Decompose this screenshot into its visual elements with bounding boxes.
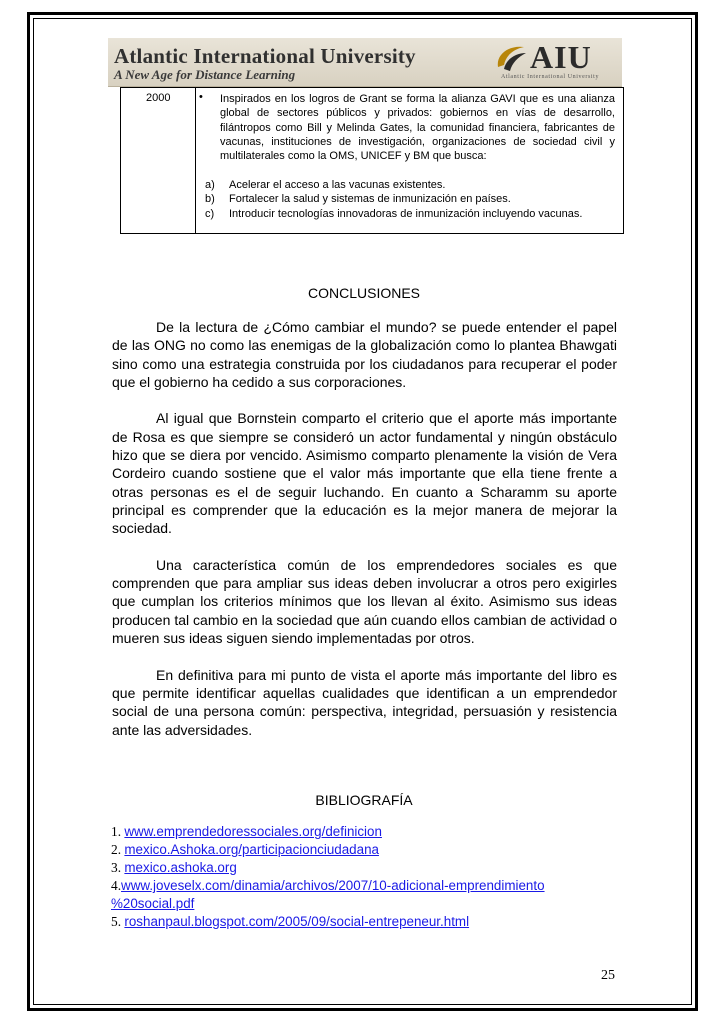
conclusion-paragraph: Al igual que Bornstein comparto el criterio que el aporte más importante de Rosa es que siempre se consideró un actor fundamental y ningún obstáculo hizo que se diera por vencido. Asimismo comparto plenamente la visión de Vera Cordeiro cuando sostiene que el valor más importante que ella tiene frente a otras personas es el de seguir luchando. En cuanto a Scharamm su aporte principal es comprender que la educación es la mejor manera de mejorar la sociedad. (112, 410, 617, 537)
aiu-logo (486, 41, 614, 83)
bibliography-link[interactable]: mexico.ashoka.org (124, 860, 237, 875)
list-item-letter: a) (205, 179, 215, 191)
conclusions-body (112, 318, 617, 757)
bibliography-entry (111, 913, 631, 931)
bibliography-link[interactable]: %20social.pdf (111, 896, 195, 911)
list-item-text: Fortalecer la salud y sistemas de inmunización en países. (229, 193, 511, 206)
bibliography-entry (111, 823, 631, 841)
list-item-text: Introducir tecnologías innovadoras de inmunización incluyendo vacunas. (229, 207, 583, 220)
list-item (205, 178, 615, 192)
bibliography-entry (111, 859, 631, 877)
logo-subtitle: Atlantic International University (500, 74, 600, 80)
bibliography-link[interactable]: mexico.Ashoka.org/participacionciudadana (124, 842, 379, 857)
aiu-swoosh-icon (494, 43, 528, 73)
bibliography-entry (111, 877, 631, 895)
bibliography-link[interactable]: roshanpaul.blogspot.com/2005/09/social-entrepeneur.html (124, 914, 470, 929)
bibliography-number: 4. (111, 878, 122, 893)
conclusion-paragraph: En definitiva para mi punto de vista el aporte más importante del libro es que permite identificar aquellas cualidades que identifican a un emprendedor social de una persona común: perspectiva, integridad, persuasión y resistencia ante las adversidades. (112, 666, 617, 738)
timeline-year: 2000 (146, 92, 171, 104)
list-item (205, 192, 615, 206)
timeline-list (205, 178, 615, 221)
list-item-text: Acelerar el acceso a las vacunas existentes. (229, 179, 446, 191)
university-name: Atlantic International University (114, 44, 416, 68)
university-header (108, 38, 622, 87)
bibliography-link[interactable]: www.emprendedoressociales.org/definicion (124, 824, 382, 839)
university-tagline: A New Age for Distance Learning (114, 67, 296, 82)
table-column-divider (195, 87, 196, 234)
list-item-letter: b) (205, 193, 215, 206)
bibliography-link[interactable]: www.joveselx.com/dinamia/archivos/2007/10-adicional-emprendimiento (121, 878, 545, 893)
bibliography-heading: BIBLIOGRAFÍA (315, 792, 413, 808)
list-item-letter: c) (205, 207, 215, 220)
logo-text: AIU (530, 39, 592, 75)
bibliography-list (111, 823, 631, 931)
timeline-description: Inspirados en los logros de Grant se forma la alianza GAVI que es una alianza global de sectores públicos y privados: gobiernos en vías de desarrollo, filántropos como Bill y Melinda Gates, la comunidad financiera, fabricantes de vacunas, instituciones de investigación, organizaciones de sociedad civil y multilaterales como la OMS, UNICEF y BM que busca: (220, 93, 615, 163)
bibliography-number: 1. (111, 824, 125, 839)
bibliography-number: 2. (111, 842, 125, 857)
bibliography-number: 3. (111, 860, 125, 875)
bullet-icon: • (199, 91, 203, 103)
page-number: 25 (601, 968, 615, 983)
bibliography-number: 5. (111, 914, 125, 929)
conclusions-heading: CONCLUSIONES (307, 285, 421, 301)
list-item (205, 207, 615, 221)
conclusion-paragraph: De la lectura de ¿Cómo cambiar el mundo? se puede entender el papel de las ONG no como las enemigas de la globalización como lo plantea Bhawgati sino como una estrategia construida por los ciudadanos para recuperar el poder que el gobierno ha cedido a sus corporaciones. (112, 319, 617, 390)
conclusion-paragraph: Una característica común de los emprendedores sociales es que comprenden que para ampliar sus ideas deben involucrar a otros pero exigirles que cumplan los criterios mínimos que los llevan al éxito. Asimismo sus ideas producen tal cambio en la sociedad que aún cuando ellos cambian de actividad o mueren sus ideas siguen siendo implementadas por otros. (112, 556, 617, 647)
bibliography-entry (111, 895, 631, 913)
bibliography-entry (111, 841, 631, 859)
